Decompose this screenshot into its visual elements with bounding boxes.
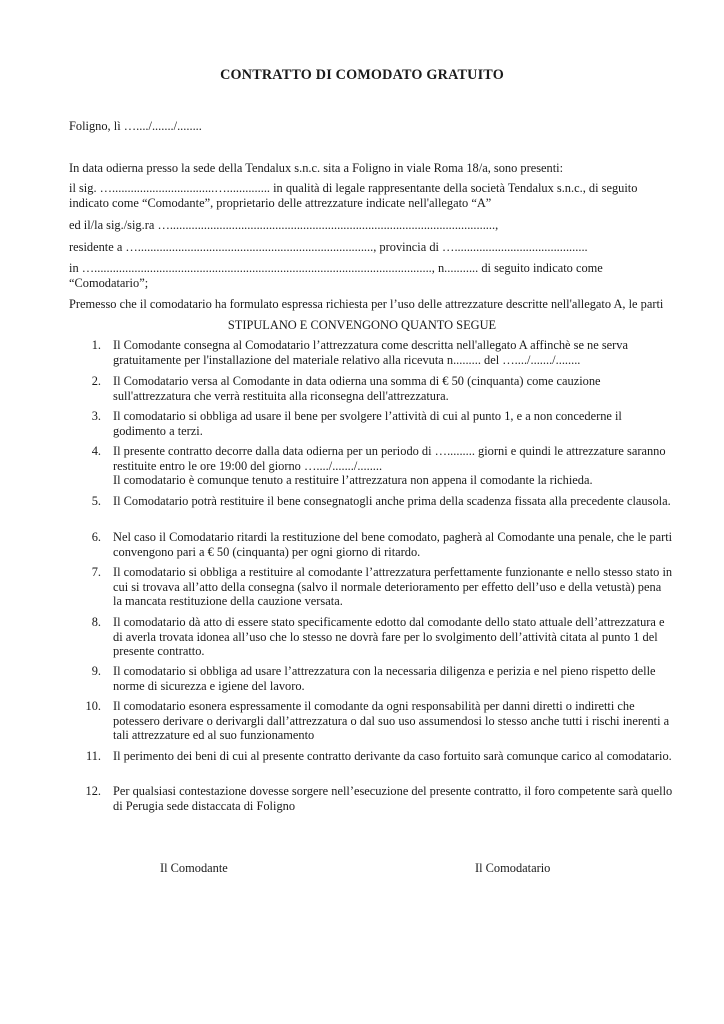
clause-number: 10. xyxy=(85,699,101,713)
clause-number: 6. xyxy=(91,530,101,544)
clause-text: Nel caso il Comodatario ritardi la restituzione del bene comodato, pagherà al Comodante una penale, che le parti convengono pari a € 50 (cinquanta) per ogni giorno di ritardo. xyxy=(113,530,673,559)
clause-number: 4. xyxy=(91,444,101,458)
borrower-name-line: ed il/la sig./sig.ra …........................................................................................................., xyxy=(69,218,499,232)
clause-text: Il comodatario esonera espressamente il comodante da ogni responsabilità per danni diretti o indiretti che potessero derivare o derivargli dall’attrezzatura o dal suo uso assumendosi lo stesso anche tutti i rischi inerenti a tali attrezzature ed al suo funzionamento xyxy=(113,699,670,743)
clause-text: Il comodatario si obbliga a restituire al comodante l’attrezzatura perfettamente funzionante e nello stesso stato in cui si trovava all’atto della consegna (salvo il normale deterioramento per effetto dell’uso e della vetustà) pena la mancata restituzione della cauzione versata. xyxy=(113,565,673,609)
clause-text: Il comodatario si obbliga ad usare l’attrezzatura con la necessaria diligenza e perizia e nel pieno rispetto delle norme di sicurezza e igiene del lavoro. xyxy=(113,664,656,693)
borrower-signature-label: Il Comodatario xyxy=(475,861,551,875)
clause-text: Il perimento dei beni di cui al presente contratto derivante da caso fortuito sarà comunque carico al comodatario. xyxy=(113,749,672,763)
clause-number: 12. xyxy=(85,784,101,798)
clause-text: Il comodatario si obbliga ad usare il bene per svolgere l’attività di cui al punto 1, e a non concederne il godimento a terzi. xyxy=(113,409,622,438)
document-title: CONTRATTO DI COMODATO GRATUITO xyxy=(220,67,504,83)
clause-number: 9. xyxy=(91,664,101,678)
clause-number: 8. xyxy=(91,615,101,629)
clause-text: Il Comodatario versa al Comodante in data odierna una somma di € 50 (cinquanta) come cauzione sull'attrezzatura che verrà restituita alla riconsegna dell'attrezzatura. xyxy=(113,374,601,403)
lender-line-1: il sig. ….................................….............. in qualità di legale rappresentante della società Tendalux s.n.c., di seguito xyxy=(69,181,638,195)
place-date-line: Foligno, lì …..../......./........ xyxy=(69,119,202,133)
clause-number: 3. xyxy=(91,409,101,423)
intro-paragraph: In data odierna presso la sede della Tendalux s.n.c. sita a Foligno in viale Roma 18/a, sono presenti: xyxy=(69,161,564,175)
lender-line-2: indicato come “Comodante”, proprietario delle attrezzature indicate nell'allegato “A” xyxy=(69,196,492,210)
clause-text: Il Comodatario potrà restituire il bene consegnatogli anche prima della scadenza fissata alla precedente clausola. xyxy=(113,494,671,508)
clause-text: Il Comodante consegna al Comodatario l’attrezzatura come descritta nell'allegato A affinchè se ne serva gratuitamente per l'installazione del materiale relativo alla ricevuta n......... del …..../......./........ xyxy=(113,338,628,367)
stipulate-heading: STIPULANO E CONVENGONO QUANTO SEGUE xyxy=(227,318,497,332)
clause-text: Per qualsiasi contestazione dovesse sorgere nell’esecuzione del presente contratto, il foro competente sarà quello di Perugia sede distaccata di Foligno xyxy=(113,784,673,813)
clause-number: 11. xyxy=(85,749,101,763)
clause-number: 5. xyxy=(91,494,101,508)
clause-number: 2. xyxy=(91,374,101,388)
clause-text: Il presente contratto decorre dalla data odierna per un periodo di …......... giorni e quindi le attrezzature saranno restituite entro le ore 19:00 del giorno …..../......./........ xyxy=(113,444,666,473)
clause-text: Il comodatario dà atto di essere stato specificamente edotto dal comodante dello stato attuale dell’attrezzatura e di averla trovata idonea all’uso che lo stesso ne dovrà fare per lo svolgimento dell’attività citata al punto 1 del presente contratto. xyxy=(113,615,665,659)
premise-paragraph: Premesso che il comodatario ha formulato espressa richiesta per l’uso delle attrezzature descritte nell'allegato A, le parti xyxy=(69,297,664,311)
residence-line: residente a …............................................................................, provincia di …........................................... xyxy=(69,240,588,254)
lender-signature-label: Il Comodante xyxy=(160,861,228,875)
clause-number: 1. xyxy=(91,338,101,352)
clause-text-extra: Il comodatario è comunque tenuto a restituire l’attrezzatura non appena il comodante la richieda. xyxy=(113,473,593,487)
address-line-1: in …............................................................................................................., n........... di seguito indicato come xyxy=(69,261,603,275)
clause-number: 7. xyxy=(91,565,101,579)
address-line-2: “Comodatario”; xyxy=(69,276,149,290)
